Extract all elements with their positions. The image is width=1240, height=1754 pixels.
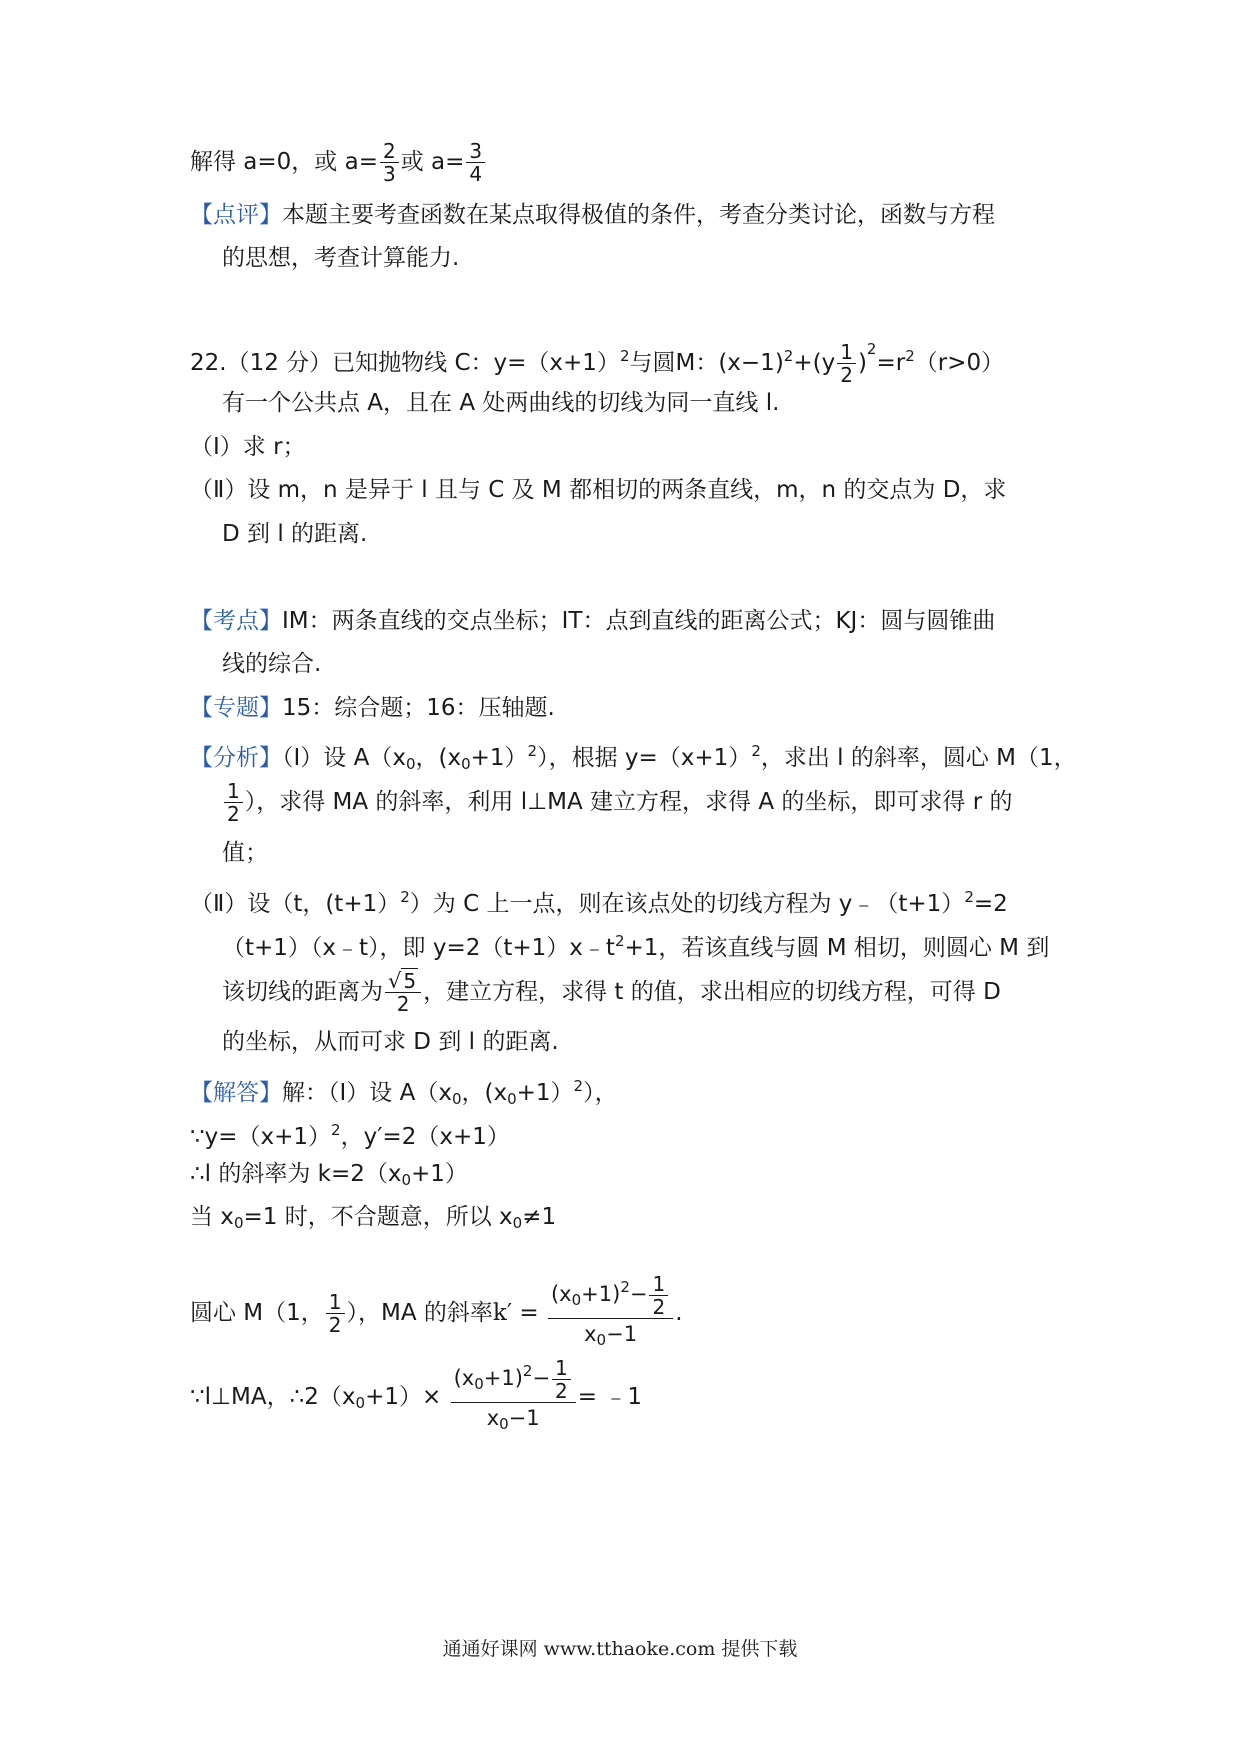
text: （r>0） <box>914 350 1005 376</box>
text: −1 <box>606 1321 638 1346</box>
slope-fraction <box>548 1272 673 1355</box>
text: ），MA 的斜率 <box>346 1299 493 1326</box>
review-line-2: 的思想，考查计算能力. <box>222 245 460 271</box>
text: 15：综合题；16：压轴题. <box>282 695 555 721</box>
answer-slope-line <box>190 1157 468 1197</box>
text: ∵l⊥MA，∴2（x <box>190 1383 356 1410</box>
answer-condition-line <box>190 1200 556 1240</box>
knowledge-point-line-2: 线的综合. <box>222 651 322 677</box>
text: 解得 a=0，或 a= <box>190 149 378 175</box>
denominator: 2 <box>652 1294 666 1319</box>
text: ，(x <box>415 745 462 771</box>
fraction <box>380 140 399 185</box>
numerator: 2 <box>380 140 399 163</box>
answer-derivative-line <box>190 1113 510 1154</box>
text: x <box>486 1405 500 1430</box>
denominator <box>548 1319 673 1355</box>
denominator: 2 <box>328 1312 342 1337</box>
text: +1) <box>581 1282 621 1306</box>
text: （t+1）（x﹣t），即 y=2（t+1）x﹣t <box>222 935 615 961</box>
text: +1，若该直线与圆 M 相切，则圆心 M 到 <box>624 935 1050 961</box>
numerator: 1 <box>552 1357 571 1380</box>
text: +1） <box>411 1161 468 1187</box>
subscript: 0 <box>507 1090 517 1108</box>
analysis-line-3: 值； <box>222 840 268 866</box>
superscript: 2 <box>620 1278 630 1296</box>
text: x <box>584 1321 597 1346</box>
subscript: 0 <box>512 1214 523 1232</box>
denominator: 2 <box>555 1378 568 1403</box>
slope-fraction <box>451 1356 576 1439</box>
fraction <box>326 1291 345 1336</box>
text: ，建立方程，求得 t 的值，求出相应的切线方程，可得 D <box>423 979 1001 1005</box>
text: +1） <box>516 1080 574 1106</box>
text: （Ⅱ）设（t，(t+1） <box>190 891 401 917</box>
text: ），根据 y=（x+1） <box>537 745 752 771</box>
text: +(y <box>793 350 836 376</box>
denominator: 2 <box>396 992 410 1016</box>
analysis-tag: 【分析】 <box>190 745 282 771</box>
analysis-line-2 <box>222 780 1013 825</box>
denominator: 2 <box>227 802 240 826</box>
text: 当 x <box>190 1204 234 1230</box>
text: (x <box>550 1282 572 1306</box>
text: (x <box>453 1366 475 1390</box>
subscript: 0 <box>401 1171 412 1189</box>
text: =r <box>876 350 906 376</box>
text: ，y′=2（x+1） <box>340 1124 510 1150</box>
review-line <box>190 198 995 232</box>
text: 圆心 M（1， <box>190 1299 324 1326</box>
subscript: 0 <box>596 1330 607 1349</box>
page-footer: 通通好课网 www.tthaoke.com 提供下载 <box>442 1638 798 1660</box>
text: ∵y=（x+1） <box>190 1124 332 1150</box>
superscript: 2 <box>619 347 630 365</box>
subscript: 0 <box>233 1214 244 1232</box>
subscript: 0 <box>474 1375 484 1393</box>
part-2-line-2: D 到 l 的距离. <box>222 521 368 547</box>
sqrt <box>388 970 418 992</box>
fraction <box>224 780 243 825</box>
denominator: 4 <box>469 162 483 186</box>
text: 本题主要考查函数在某点取得极值的条件，考查分类讨论，函数与方程 <box>282 202 995 228</box>
text: −1 <box>508 1405 540 1430</box>
text: +1）× <box>365 1383 442 1410</box>
text: ∴l 的斜率为 k=2（x <box>190 1161 402 1187</box>
text: ) <box>857 350 867 376</box>
text: = ﹣1 <box>577 1383 642 1410</box>
text: ≠1 <box>522 1204 557 1230</box>
analysis-part-2-line-2 <box>222 924 1049 965</box>
numerator: 1 <box>224 780 243 803</box>
text: ，求出 l 的斜率，圆心 M（1， <box>760 745 1077 771</box>
fraction <box>466 140 485 185</box>
analysis-line <box>190 734 1077 781</box>
numerator: 1 <box>326 1291 345 1314</box>
superscript: 2 <box>331 1121 341 1139</box>
text: 22.（12 分）已知抛物线 C：y=（x+1） <box>190 350 620 376</box>
answer-line <box>190 1069 618 1116</box>
superscript: 2 <box>866 340 877 358</box>
topic-tag: 【专题】 <box>190 695 282 721</box>
fraction <box>552 1357 571 1402</box>
superscript: 2 <box>905 347 915 365</box>
text: +1） <box>470 745 528 771</box>
review-tag: 【点评】 <box>190 202 282 228</box>
text: − <box>532 1366 551 1390</box>
superscript: 2 <box>751 742 761 760</box>
radicand: 5 <box>403 969 417 993</box>
subscript: 0 <box>451 1090 462 1108</box>
problem-22-statement <box>190 332 1004 386</box>
subscript: 0 <box>355 1393 366 1412</box>
text: 该切线的距离为 <box>222 979 383 1005</box>
superscript: 2 <box>964 888 974 906</box>
text: =1 时，不合题意，所以 x <box>243 1204 513 1230</box>
subscript: 0 <box>571 1291 582 1309</box>
numerator: 1 <box>649 1273 668 1296</box>
analysis-part-2-line-4: 的坐标，从而可求 D 到 l 的距离. <box>222 1029 559 1055</box>
text: ，(x <box>461 1080 508 1106</box>
superscript: 2 <box>522 1362 533 1380</box>
superscript: 2 <box>527 742 538 760</box>
knowledge-tag: 【考点】 <box>190 608 282 634</box>
topic-line <box>190 691 555 725</box>
numerator <box>451 1356 576 1403</box>
radical-sign: √ <box>388 969 402 993</box>
denominator <box>451 1403 576 1439</box>
numerator <box>385 970 421 993</box>
text: 或 a= <box>400 149 465 175</box>
text: （Ⅰ）设 A（x <box>282 745 406 771</box>
part-1: （Ⅰ）求 r； <box>190 434 306 460</box>
text: ）， <box>583 1080 618 1106</box>
fraction <box>649 1273 668 1318</box>
superscript: 2 <box>614 932 625 950</box>
subscript: 0 <box>499 1414 509 1433</box>
superscript: 2 <box>573 1077 584 1095</box>
subscript: 0 <box>461 755 471 773</box>
text: ），求得 MA 的斜率，利用 l⊥MA 建立方程，求得 A 的坐标，即可求得 r 的 <box>244 789 1013 815</box>
k-prime: k′ = <box>492 1299 539 1326</box>
text: =2 <box>973 891 1008 917</box>
answer-ma-slope-line <box>190 1272 683 1355</box>
text: 与圆M：(x−1) <box>629 350 784 376</box>
superscript: 2 <box>783 347 794 365</box>
denominator: 2 <box>840 363 853 387</box>
denominator: 3 <box>383 162 396 186</box>
superscript: 2 <box>400 888 410 906</box>
numerator: 1 <box>837 341 856 364</box>
text: 解：（Ⅰ）设 A（x <box>282 1080 452 1106</box>
part-2: （Ⅱ）设 m，n 是异于 l 且与 C 及 M 都相切的两条直线，m，n 的交点为 D，求 <box>190 477 1007 503</box>
answer-perpendicular-line <box>190 1356 642 1439</box>
text: . <box>675 1299 683 1326</box>
subscript: 0 <box>405 755 416 773</box>
numerator <box>548 1272 673 1319</box>
text: IM：两条直线的交点坐标；IT：点到直线的距离公式；KJ：圆与圆锥曲 <box>282 608 996 634</box>
fraction <box>837 341 856 386</box>
answer-tag: 【解答】 <box>190 1080 282 1106</box>
problem-22-line-2: 有一个公共点 A，且在 A 处两曲线的切线为同一直线 l. <box>222 390 780 416</box>
text: − <box>629 1282 648 1306</box>
text: +1) <box>483 1366 523 1390</box>
fraction <box>385 970 421 1015</box>
knowledge-point-line <box>190 604 995 638</box>
text: ）为 C 上一点，则在该点处的切线方程为 y﹣（t+1） <box>409 891 965 917</box>
solution-line <box>190 140 487 185</box>
analysis-part-2-line-3 <box>222 970 1001 1015</box>
analysis-part-2-line <box>190 880 1008 921</box>
numerator: 3 <box>466 140 485 163</box>
